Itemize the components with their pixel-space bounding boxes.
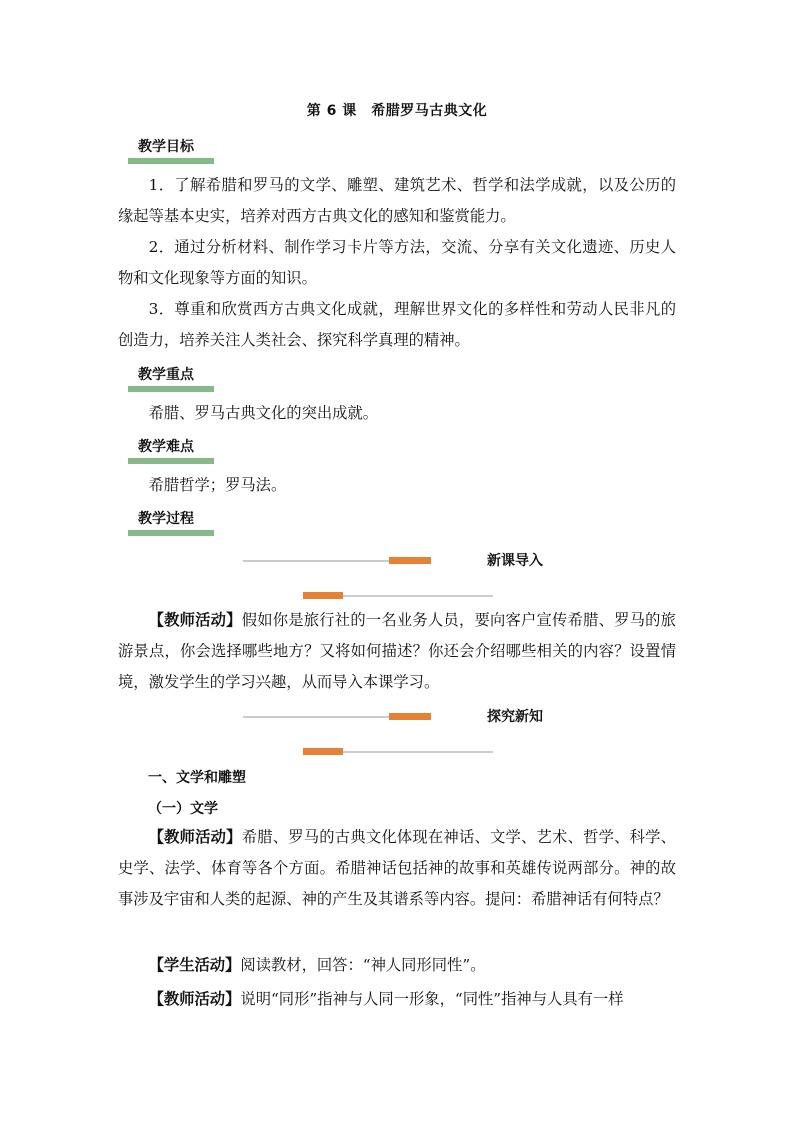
accent-bar [303, 592, 343, 599]
heading-key-points [128, 366, 214, 392]
difficulties-text: 希腊哲学；罗马法。 [148, 476, 287, 494]
activity-tag: 【学生活动】 [148, 956, 241, 974]
intro-paragraph [118, 605, 676, 698]
objective-2: 2．通过分析材料、制作学习卡片等方法，交流、分享有关文化遗迹、历史人物和文化现象等方面的知识。 [118, 238, 676, 287]
section-header-explore [0, 709, 794, 776]
heading-objectives-label: 教学目标 [138, 139, 194, 155]
activity-text: 希腊、罗马的古典文化体现在神话、文学、艺术、哲学、科学、史学、法学、体育等各个方面。希腊神话包括神的故事和英雄传说两部分。神的故事涉及宇宙和人类的起源、神的产生及其谱系等内容。提问：希腊神话有何特点？ [118, 828, 676, 908]
literature-teacher-paragraph-2 [118, 984, 676, 1015]
objective-3: 3．尊重和欣赏西方古典文化成就，理解世界文化的多样性和劳动人民非凡的创造力，培养关注人类社会、探究科学真理的精神。 [118, 300, 676, 349]
activity-text: 假如你是旅行社的一名业务人员，要向客户宣传希腊、罗马的旅游景点，你会选择哪些地方？又将如何描述？你还会介绍哪些相关的内容？设置情境，激发学生的学习兴趣，从而导入本课学习。 [118, 611, 676, 691]
activity-tag: 【教师活动】 [148, 990, 241, 1008]
activity-tag: 【教师活动】 [148, 611, 242, 629]
section-title-explore: 探究新知 [487, 709, 543, 725]
heading-underline-bar [128, 530, 214, 536]
activity-tag: 【教师活动】 [148, 828, 242, 846]
objective-1: 1．了解希腊和罗马的文学、雕塑、建筑艺术、哲学和法学成就，以及公历的缘起等基本史实，培养对西方古典文化的感知和鉴赏能力。 [118, 176, 676, 225]
activity-text: 阅读教材，回答：“神人同形同性”。 [240, 956, 486, 974]
accent-bar [389, 557, 431, 564]
heading-key-points-label: 教学重点 [138, 367, 194, 383]
section-title-intro: 新课导入 [487, 553, 543, 569]
heading-underline-bar [128, 386, 214, 392]
activity-text: 说明“同形”指神与人同一形象，“同性”指神与人具有一样 [240, 990, 624, 1008]
part1-subheading: （一）文学 [148, 801, 218, 817]
accent-bar [303, 748, 343, 755]
heading-underline-bar [128, 158, 214, 164]
literature-student-paragraph [118, 950, 676, 981]
heading-objectives [128, 138, 214, 164]
part1-heading: 一、文学和雕塑 [148, 770, 246, 786]
lesson-title: 第 6 课 希腊罗马古典文化 [306, 103, 488, 119]
heading-difficulties [128, 438, 214, 464]
literature-teacher-paragraph [118, 822, 676, 915]
key-points-text: 希腊、罗马古典文化的突出成就。 [148, 404, 379, 422]
accent-bar [389, 713, 431, 720]
heading-underline-bar [128, 458, 214, 464]
heading-difficulties-label: 教学难点 [138, 439, 194, 455]
heading-process [128, 510, 214, 536]
heading-process-label: 教学过程 [138, 511, 194, 527]
